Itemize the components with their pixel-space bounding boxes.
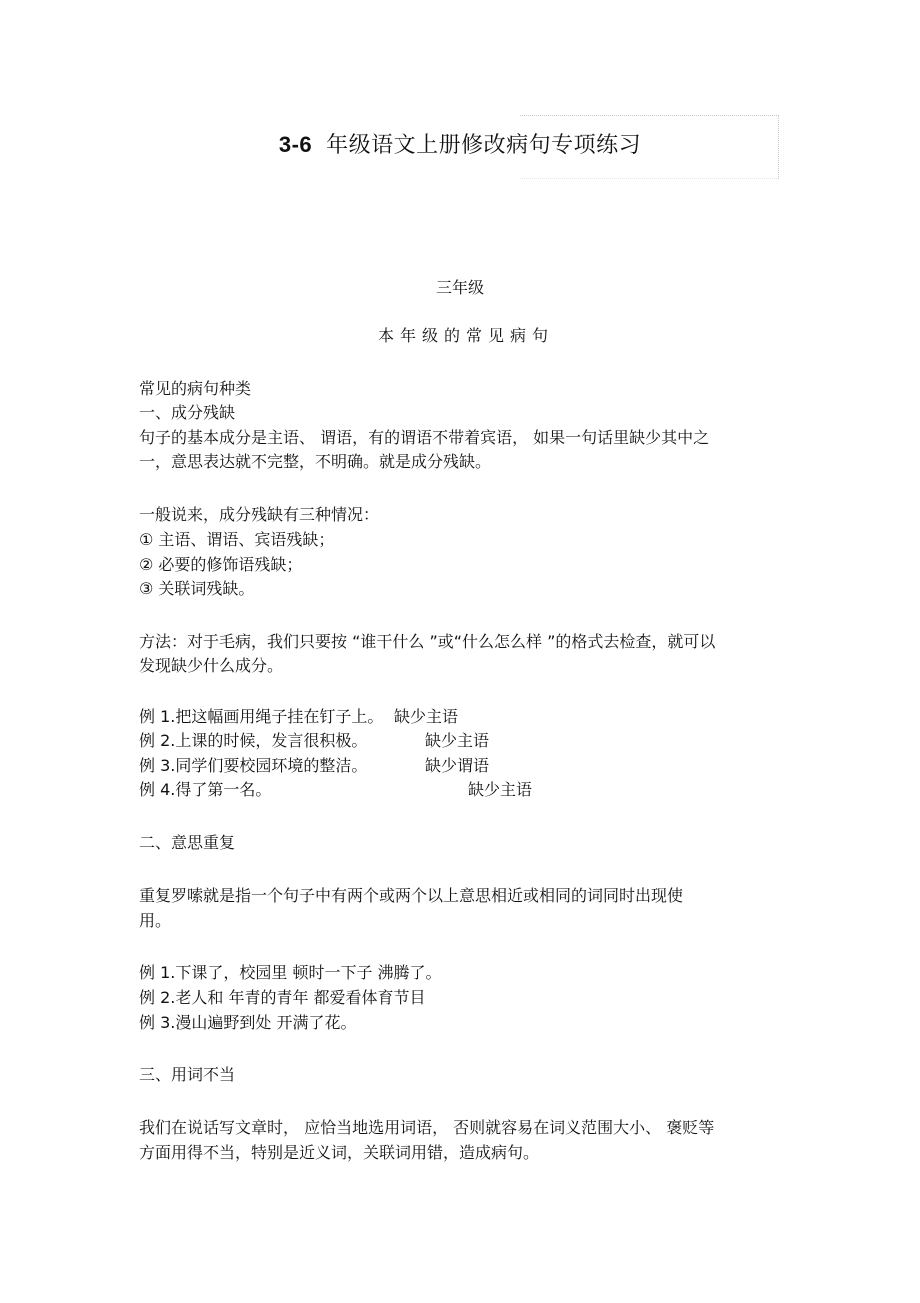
example-row [139,754,490,778]
title-number: 3-6 [278,132,313,157]
example-note: 缺少主语 [468,780,533,799]
section2-heading: 二、意思重复 [139,833,236,852]
page-title [0,128,920,159]
example-text: 例 4.得了第一名。 [139,780,272,799]
paragraph: 一，意思表达就不完整，不明确。就是成分残缺。 [139,452,492,471]
example-note: 缺少主语 [425,731,490,750]
example-row [139,778,533,802]
example-row [139,705,459,729]
subtitle: 本年级的常见病句 [377,326,554,345]
example-text: 例 1.把这幅画用绳子挂在钉子上。 [139,707,384,726]
list-item: ① 主语、谓语、宾语残缺； [139,530,335,549]
example-text: 例 3.同学们要校园环境的整洁。 [139,756,368,775]
example-row: 例 1.下课了，校园里 顿时一下子 沸腾了。 [139,963,442,982]
example-row: 例 3.漫山遍野到处 开满了花。 [139,1013,357,1032]
paragraph: 我们在说话写文章时， 应恰当地选用词语， 否则就容易在词义范围大小、 褒贬等 [139,1118,715,1137]
example-note: 缺少谓语 [425,756,490,775]
paragraph: 用。 [139,911,172,930]
example-text: 例 2.上课的时候，发言很积极。 [139,731,368,750]
paragraph: 方法：对于毛病，我们只要按 “谁干什么 ”或“什么怎么样 ”的格式去检查，就可以 [139,632,716,651]
title-text: 年级语文上册修改病句专项练习 [326,133,642,158]
paragraph: 方面用得不当，特别是近义词，关联词用错，造成病句。 [139,1143,540,1162]
example-row: 例 2.老人和 年青的青年 都爱看体育节目 [139,988,426,1007]
paragraph: 发现缺少什么成分。 [139,656,284,675]
paragraph: 一般说来，成分残缺有三种情况： [139,505,380,524]
list-item: ③ 关联词残缺。 [139,579,255,598]
paragraph: 句子的基本成分是主语、 谓语，有的谓语不带着宾语， 如果一句话里缺少其中之 [139,428,710,447]
types-heading: 常见的病句种类 [139,379,252,398]
section3-heading: 三、用词不当 [139,1065,236,1084]
list-item: ② 必要的修饰语残缺； [139,555,303,574]
example-note: 缺少主语 [394,707,459,726]
section1-heading: 一、成分残缺 [139,403,236,422]
example-row [139,729,490,753]
paragraph: 重复罗嗦就是指一个句子中有两个或两个以上意思相近或相同的词同时出现使 [139,886,684,905]
grade-heading: 三年级 [435,278,484,297]
